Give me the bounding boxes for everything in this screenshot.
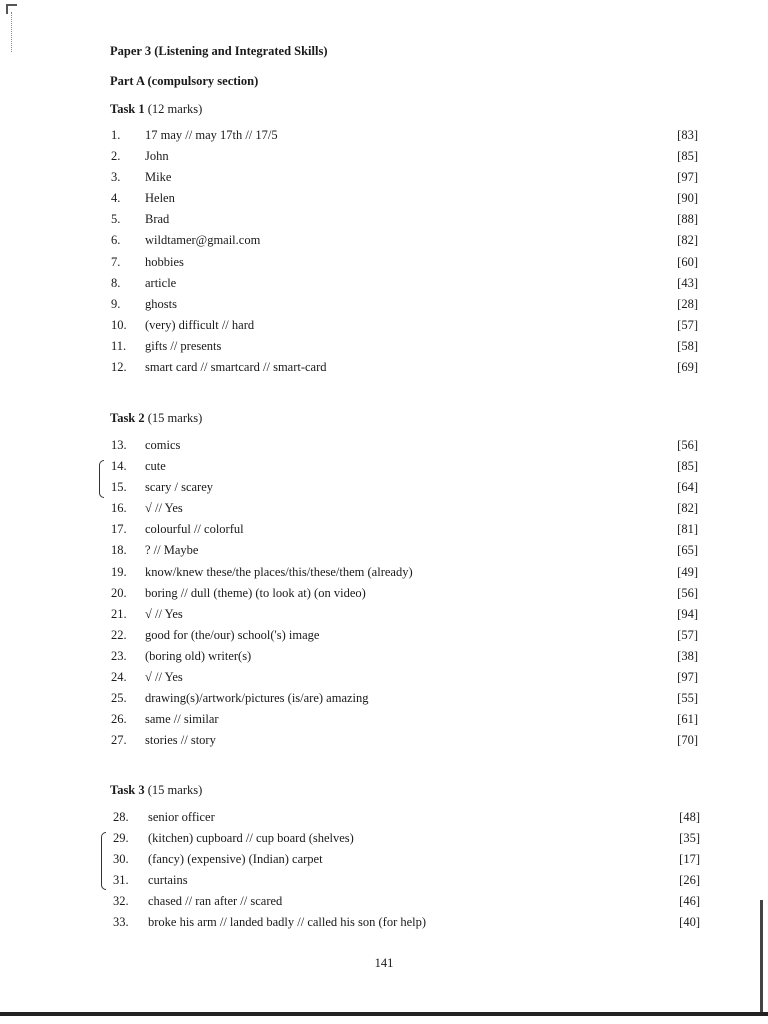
answer-row bbox=[0, 870, 768, 891]
paper-title: Paper 3 (Listening and Integrated Skills) bbox=[110, 44, 328, 58]
score-value: [57] bbox=[677, 627, 698, 642]
item-number: 23. bbox=[111, 648, 127, 663]
item-number: 5. bbox=[111, 212, 121, 227]
page-number: 141 bbox=[374, 956, 394, 970]
answer-text: (very) difficult // hard bbox=[145, 317, 255, 332]
item-number: 16. bbox=[111, 501, 127, 516]
score-value: [57] bbox=[677, 317, 698, 332]
answer-text: good for (the/our) school('s) image bbox=[145, 627, 320, 642]
score-value: [88] bbox=[677, 212, 698, 227]
task-2-answer-list bbox=[0, 435, 768, 751]
item-number: 12. bbox=[111, 360, 127, 375]
score-value: [85] bbox=[677, 459, 698, 474]
answer-text: gifts // presents bbox=[145, 338, 222, 353]
item-number: 20. bbox=[111, 585, 127, 600]
answer-row bbox=[0, 709, 768, 730]
item-number: 24. bbox=[111, 670, 127, 685]
answer-text: √ // Yes bbox=[145, 606, 183, 621]
answer-row bbox=[0, 583, 768, 604]
item-number: 28. bbox=[113, 810, 129, 824]
answer-row bbox=[0, 540, 768, 561]
answer-text: wildtamer@gmail.com bbox=[145, 233, 261, 248]
score-value: [43] bbox=[677, 275, 698, 290]
answer-row bbox=[0, 498, 768, 519]
item-number: 21. bbox=[111, 606, 127, 621]
answer-text: (kitchen) cupboard // cup board (shelves) bbox=[148, 831, 354, 846]
answer-row bbox=[0, 912, 768, 933]
answer-text: article bbox=[145, 275, 177, 290]
answer-row bbox=[0, 357, 768, 378]
answer-text: Helen bbox=[145, 191, 175, 206]
answer-row bbox=[0, 849, 768, 870]
answer-text: senior officer bbox=[148, 810, 215, 824]
score-value: [58] bbox=[677, 338, 698, 353]
answer-text: (boring old) writer(s) bbox=[145, 648, 252, 663]
score-value: [69] bbox=[677, 360, 698, 375]
score-value: [46] bbox=[679, 894, 700, 909]
score-value: [82] bbox=[677, 501, 698, 516]
task-1-marks: (12 marks) bbox=[147, 102, 203, 116]
answer-text: curtains bbox=[148, 873, 188, 888]
answer-row bbox=[0, 477, 768, 498]
answer-text: chased // ran after // scared bbox=[148, 894, 283, 909]
task-2-title bbox=[110, 411, 202, 426]
answer-row bbox=[0, 807, 768, 828]
score-value: [94] bbox=[677, 606, 698, 621]
answer-row bbox=[0, 891, 768, 912]
item-number: 25. bbox=[111, 691, 127, 706]
answer-row bbox=[0, 252, 768, 273]
item-number: 29. bbox=[113, 831, 129, 846]
grouping-brace-14-15 bbox=[99, 460, 104, 498]
answer-row bbox=[0, 146, 768, 167]
task-2-marks: (15 marks) bbox=[147, 411, 203, 425]
item-number: 18. bbox=[111, 543, 127, 558]
answer-row bbox=[0, 209, 768, 230]
item-number: 14. bbox=[111, 459, 127, 474]
answer-row bbox=[0, 435, 768, 456]
item-number: 6. bbox=[111, 233, 121, 248]
answer-row bbox=[0, 625, 768, 646]
score-value: [85] bbox=[677, 149, 698, 164]
item-number: 11. bbox=[111, 338, 127, 353]
item-number: 17. bbox=[111, 522, 127, 537]
answer-row bbox=[0, 125, 768, 146]
scan-binding-line bbox=[11, 12, 13, 52]
item-number: 2. bbox=[111, 149, 121, 164]
task-3-answer-list bbox=[0, 807, 768, 934]
answer-row bbox=[0, 667, 768, 688]
answer-row bbox=[0, 188, 768, 209]
answer-text: know/knew these/the places/this/these/them (already) bbox=[145, 564, 413, 579]
answer-row bbox=[0, 336, 768, 357]
part-title: Part A (compulsory section) bbox=[110, 74, 259, 88]
item-number: 9. bbox=[111, 296, 121, 311]
item-number: 31. bbox=[113, 873, 129, 888]
answer-text: 17 may // may 17th // 17/5 bbox=[145, 128, 278, 142]
answer-text: √ // Yes bbox=[145, 501, 183, 516]
score-value: [17] bbox=[679, 852, 700, 867]
answer-text: smart card // smartcard // smart-card bbox=[145, 360, 327, 375]
task-3-marks: (15 marks) bbox=[147, 783, 203, 797]
score-value: [61] bbox=[677, 712, 698, 727]
score-value: [60] bbox=[677, 254, 698, 269]
score-value: [97] bbox=[677, 670, 698, 685]
answer-text: drawing(s)/artwork/pictures (is/are) amazing bbox=[145, 691, 369, 706]
score-value: [70] bbox=[677, 733, 698, 748]
score-value: [81] bbox=[677, 522, 698, 537]
score-value: [97] bbox=[677, 170, 698, 185]
score-value: [55] bbox=[677, 691, 698, 706]
answer-row bbox=[0, 688, 768, 709]
item-number: 8. bbox=[111, 275, 121, 290]
item-number: 22. bbox=[111, 627, 127, 642]
score-value: [90] bbox=[677, 191, 698, 206]
answer-text: ghosts bbox=[145, 296, 177, 311]
answer-row bbox=[0, 230, 768, 251]
item-number: 15. bbox=[111, 480, 127, 495]
answer-text: broke his arm // landed badly // called his son (for help) bbox=[148, 915, 427, 930]
answer-text: Brad bbox=[145, 212, 170, 227]
item-number: 10. bbox=[111, 317, 127, 332]
answer-row bbox=[0, 315, 768, 336]
answer-row bbox=[0, 456, 768, 477]
score-value: [26] bbox=[679, 873, 700, 888]
task-3-title bbox=[110, 783, 202, 798]
item-number: 27. bbox=[111, 733, 127, 748]
score-value: [82] bbox=[677, 233, 698, 248]
answer-text: ? // Maybe bbox=[145, 543, 199, 558]
answer-text: same // similar bbox=[145, 712, 219, 727]
item-number: 32. bbox=[113, 894, 129, 909]
answer-text: stories // story bbox=[145, 733, 216, 748]
item-number: 1. bbox=[111, 128, 121, 142]
score-value: [48] bbox=[679, 810, 700, 824]
item-number: 33. bbox=[113, 915, 129, 930]
item-number: 3. bbox=[111, 170, 121, 185]
answer-row bbox=[0, 519, 768, 540]
score-value: [56] bbox=[677, 585, 698, 600]
answer-text: scary / scarey bbox=[145, 480, 214, 495]
task-2-label: Task 2 bbox=[110, 411, 145, 425]
answer-row bbox=[0, 273, 768, 294]
task-1-label: Task 1 bbox=[110, 102, 145, 116]
score-value: [38] bbox=[677, 648, 698, 663]
score-value: [83] bbox=[677, 128, 698, 142]
answer-text: hobbies bbox=[145, 254, 184, 269]
answer-row bbox=[0, 604, 768, 625]
scan-bottom-shadow bbox=[0, 1012, 768, 1016]
item-number: 7. bbox=[111, 254, 121, 269]
answer-text: cute bbox=[145, 459, 166, 474]
answer-row bbox=[0, 646, 768, 667]
task-1-title bbox=[110, 102, 202, 117]
item-number: 30. bbox=[113, 852, 129, 867]
score-value: [35] bbox=[679, 831, 700, 846]
answer-text: John bbox=[145, 149, 169, 164]
answer-text: Mike bbox=[145, 170, 172, 185]
score-value: [65] bbox=[677, 543, 698, 558]
answer-text: boring // dull (theme) (to look at) (on video) bbox=[145, 585, 366, 600]
answer-text: comics bbox=[145, 438, 181, 452]
score-value: [28] bbox=[677, 296, 698, 311]
answer-text: √ // Yes bbox=[145, 670, 183, 685]
score-value: [49] bbox=[677, 564, 698, 579]
answer-row bbox=[0, 730, 768, 751]
answer-row bbox=[0, 562, 768, 583]
score-value: [56] bbox=[677, 438, 698, 452]
item-number: 13. bbox=[111, 438, 127, 452]
answer-text: (fancy) (expensive) (Indian) carpet bbox=[148, 852, 323, 867]
answer-row bbox=[0, 294, 768, 315]
item-number: 4. bbox=[111, 191, 121, 206]
score-value: [64] bbox=[677, 480, 698, 495]
answer-text: colourful // colorful bbox=[145, 522, 244, 537]
answer-row bbox=[0, 167, 768, 188]
item-number: 19. bbox=[111, 564, 127, 579]
task-1-answer-list bbox=[0, 125, 768, 378]
grouping-brace-29-31 bbox=[101, 832, 106, 890]
score-value: [40] bbox=[679, 915, 700, 930]
scan-right-edge-shadow bbox=[760, 900, 763, 1012]
answer-row bbox=[0, 828, 768, 849]
task-3-label: Task 3 bbox=[110, 783, 145, 797]
item-number: 26. bbox=[111, 712, 127, 727]
